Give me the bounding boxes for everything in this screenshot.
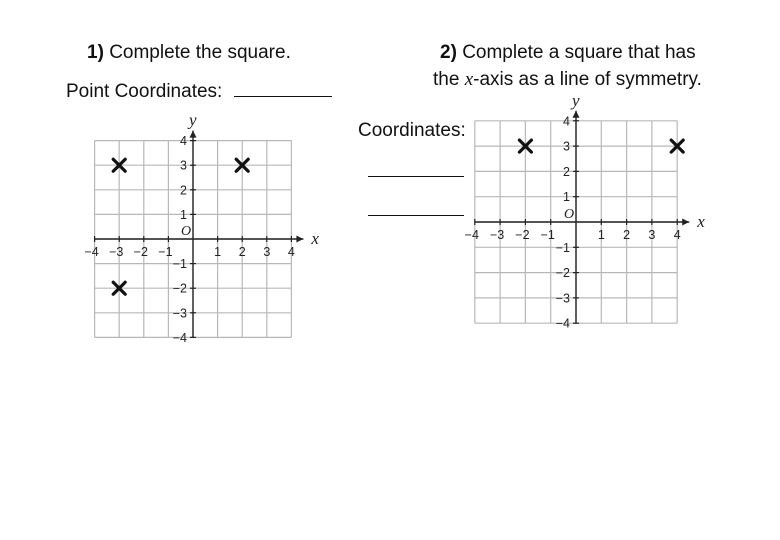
x-tick-label: −4	[464, 228, 479, 242]
x-tick-label: −2	[133, 245, 148, 259]
y-axis-arrow-icon	[573, 111, 580, 118]
x-axis-arrow-icon	[296, 236, 303, 243]
question-2-text-pre: the	[433, 69, 465, 90]
x-tick-label: 1	[597, 228, 605, 242]
question-1-grid[interactable]	[70, 100, 340, 355]
x-tick-label: −1	[540, 228, 555, 242]
question-2-text-line-1: Complete a square that has	[462, 42, 696, 63]
origin-label: O	[564, 207, 575, 222]
y-tick-label: 3	[563, 139, 570, 154]
x-tick-label: −1	[158, 245, 173, 259]
origin-label: O	[181, 224, 192, 239]
question-2-answer-label: Coordinates:	[358, 120, 466, 141]
y-tick-label: 1	[180, 207, 187, 222]
y-tick-label: 4	[180, 134, 187, 149]
question-1-title	[87, 42, 291, 64]
question-1-text: Complete the square.	[109, 42, 291, 63]
x-tick-label: −3	[109, 245, 124, 259]
x-axis-arrow-icon	[682, 219, 689, 226]
x-axis-label: x	[311, 229, 319, 248]
question-2-text-var: x	[464, 69, 474, 90]
x-tick-label: −2	[515, 228, 530, 242]
question-1-answer-label: Point Coordinates:	[66, 81, 223, 102]
y-tick-label: −4	[555, 316, 570, 331]
y-tick-label: 2	[563, 164, 570, 179]
y-tick-label: −4	[172, 330, 187, 345]
question-1-answer-blank[interactable]	[234, 78, 332, 97]
x-tick-label: −3	[489, 228, 505, 242]
x-tick-label: 4	[673, 228, 681, 242]
y-tick-label: −1	[172, 257, 187, 272]
y-axis-arrow-icon	[190, 131, 197, 138]
x-tick-label: 1	[214, 245, 222, 259]
question-2-title-line-1	[440, 42, 696, 64]
y-axis-label: y	[572, 90, 580, 110]
y-tick-label: 1	[563, 190, 570, 205]
y-axis-label: y	[189, 110, 197, 130]
x-tick-label: 4	[287, 245, 295, 259]
x-tick-label: −4	[84, 245, 99, 259]
question-2-text-post: -axis as a line of symmetry.	[473, 69, 702, 90]
question-1-number: 1)	[87, 42, 104, 63]
y-tick-label: −3	[555, 291, 570, 306]
question-2-grid[interactable]	[445, 88, 745, 343]
x-tick-label: 3	[263, 245, 271, 259]
x-tick-label: 2	[623, 228, 631, 242]
y-tick-label: 4	[563, 114, 570, 129]
question-2-number: 2)	[440, 42, 457, 63]
x-axis-label: x	[697, 212, 705, 231]
x-tick-label: 2	[238, 245, 246, 259]
y-tick-label: −3	[172, 306, 187, 321]
y-tick-label: 3	[180, 158, 187, 173]
y-tick-label: −1	[555, 240, 570, 255]
y-tick-label: −2	[172, 281, 187, 296]
x-tick-label: 3	[648, 228, 656, 242]
y-tick-label: −2	[555, 266, 570, 281]
y-tick-label: 2	[180, 183, 187, 198]
